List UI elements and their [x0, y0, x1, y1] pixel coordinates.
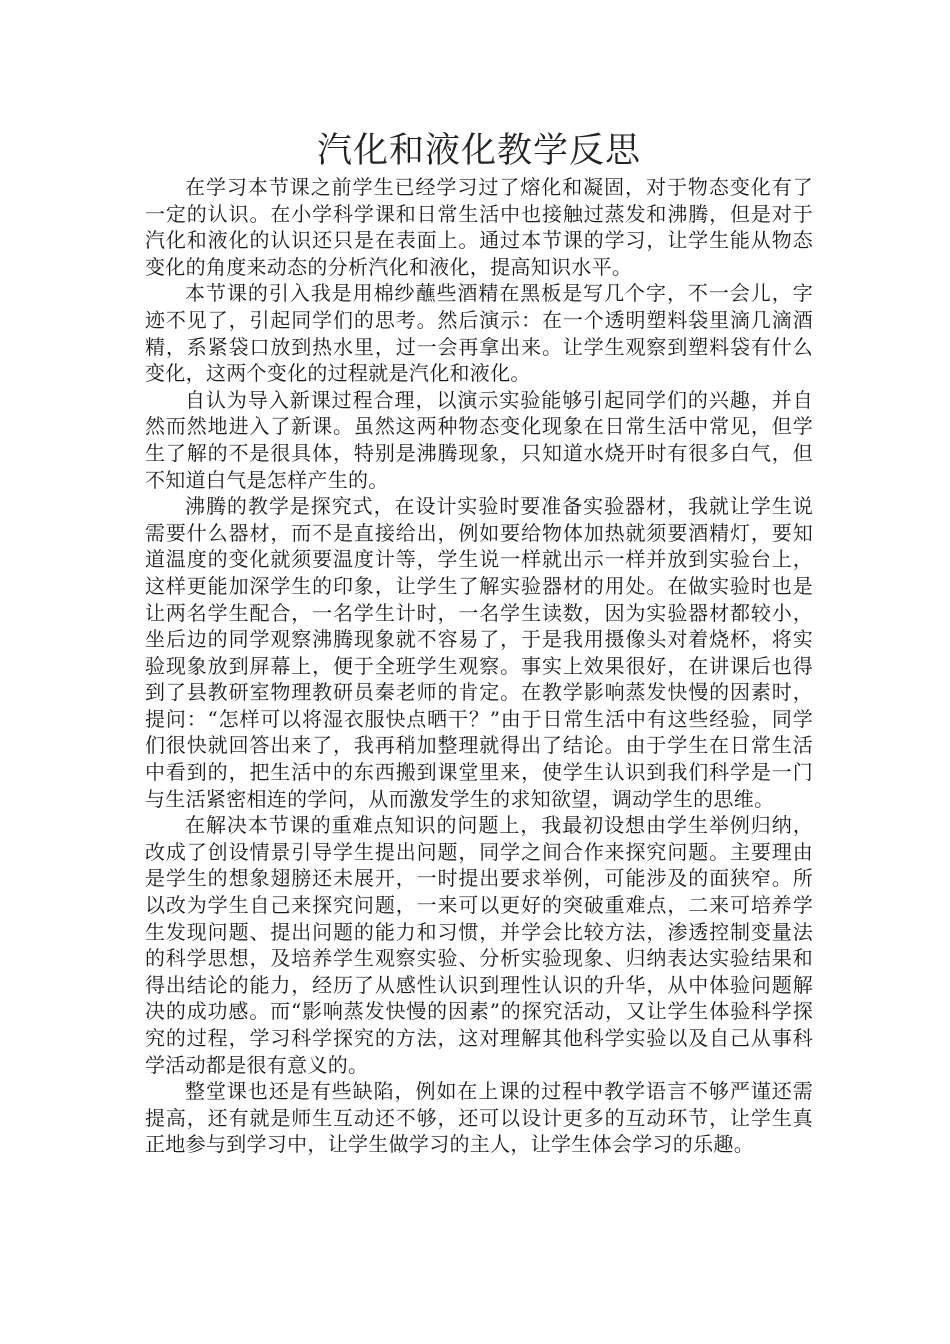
paragraph-4: 沸腾的教学是探究式，在设计实验时要准备实验器材，我就让学生说需要什么器材，而不是直接给出，例如要给物体加热就须要酒精灯，要知道温度的变化就须要温度计等，学生说一样就出示一样并放到实验台上，这样更能加深学生的印象，让学生了解实验器材的用处。在做实验时也是让两名学生配合，一名学生计时，一名学生读数，因为实验器材都较小，坐后边的同学观察沸腾现象就不容易了，于是我用摄像头对着烧杯，将实验现象放到屏幕上，便于全班学生观察。事实上效果很好，在讲课后也得到了县教研室物理教研员秦老师的肯定。在教学影响蒸发快慢的因素时，提问：“怎样可以将湿衣服快点晒干？”由于日常生活中有这些经验，同学们很快就回答出来了，我再稍加整理就得出了结论。由于学生在日常生活中看到的，把生活中的东西搬到课堂里来，使学生认识到我们科学是一门与生活紧密相连的学问，从而激发学生的求知欲望，调动学生的思维。 — [145, 494, 813, 811]
document-page — [145, 128, 813, 1158]
document-title: 汽化和液化教学反思 — [316, 131, 641, 171]
paragraph-1: 在学习本节课之前学生已经学习过了熔化和凝固，对于物态变化有了一定的认识。在小学科学课和日常生活中也接触过蒸发和沸腾，但是对于汽化和液化的认识还只是在表面上。通过本节课的学习，让学生能从物态变化的角度来动态的分析汽化和液化，提高知识水平。 — [145, 175, 813, 279]
paragraph-5: 在解决本节课的重难点知识的问题上，我最初设想由学生举例归纳，改成了创设情景引导学生提出问题，同学之间合作来探究问题。主要理由是学生的想象翅膀还未展开，一时提出要求举例，可能涉及的面狭窄。所以改为学生自己来探究问题，一来可以更好的突破重难点，二来可培养学生发现问题、提出问题的能力和习惯，并学会比较方法，渗透控制变量法的科学思想，及培养学生观察实验、分析实验现象、归纳表达实验结果和得出结论的能力，经历了从感性认识到理性认识的升华，从中体验问题解决的成功感。而“影响蒸发快慢的因素”的探究活动，又让学生体验科学探究的过程，学习科学探究的方法，这对理解其他科学实验以及自己从事科学活动都是很有意义的。 — [145, 813, 813, 1077]
paragraph-2: 本节课的引入我是用棉纱蘸些酒精在黑板是写几个字，不一会儿，字迹不见了，引起同学们的思考。然后演示：在一个透明塑料袋里滴几滴酒精，系紧袋口放到热水里，过一会再拿出来。让学生观察到塑料袋有什么变化，这两个变化的过程就是汽化和液化。 — [145, 281, 813, 386]
paragraph-6: 整堂课也还是有些缺陷，例如在上课的过程中教学语言不够严谨还需提高，还有就是师生互动还不够，还可以设计更多的互动环节，让学生真正地参与到学习中，让学生做学习的主人，让学生体会学习的乐趣。 — [145, 1079, 813, 1157]
paragraph-3: 自认为导入新课过程合理，以演示实验能够引起同学们的兴趣，并自然而然地进入了新课。虽然这两种物态变化现象在日常生活中常见，但学生了解的不是很具体，特别是沸腾现象，只知道水烧开时有很多白气，但不知道白气是怎样产生的。 — [145, 387, 813, 492]
